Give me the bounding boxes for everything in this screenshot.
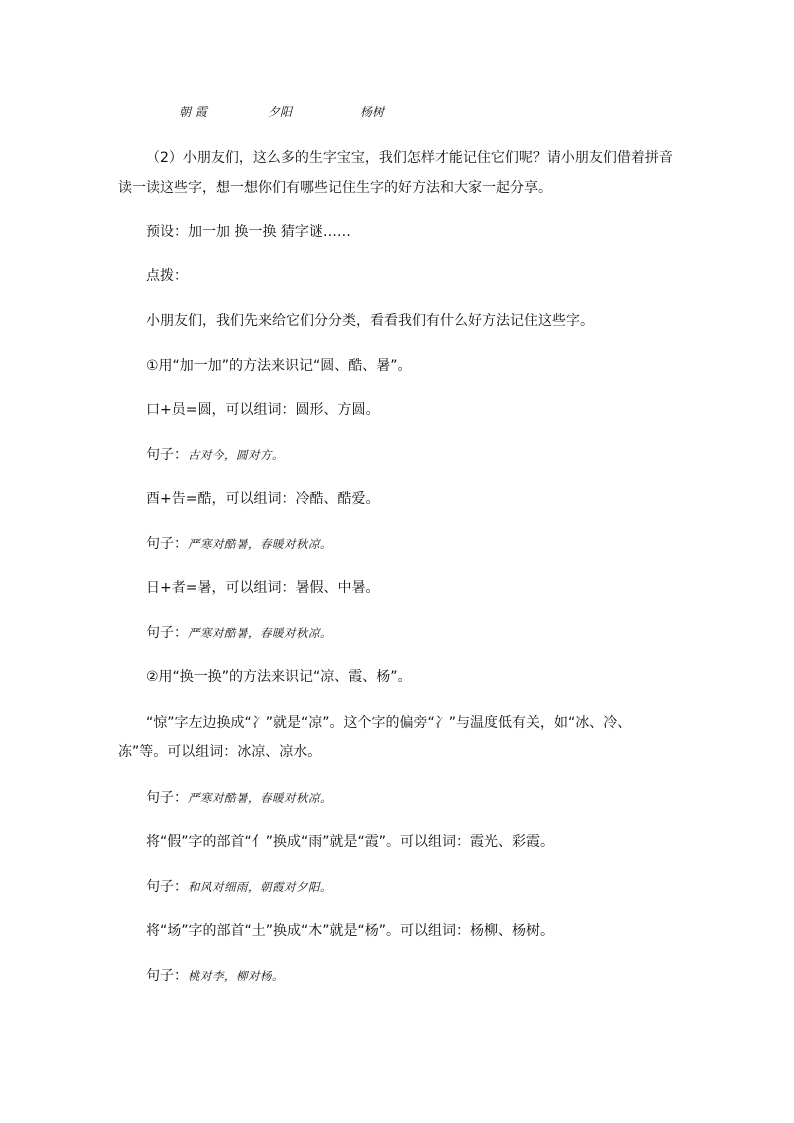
- word-xiyang: 夕阳: [268, 105, 293, 119]
- liang-line-2: 冻”等。可以组词：冰凉、凉水。: [118, 744, 322, 760]
- sentence-yang: [146, 966, 284, 986]
- sentence-xia: [146, 877, 332, 897]
- sentence-label: 句子：: [146, 536, 188, 552]
- sentence-yuan: [146, 445, 284, 465]
- sentence-text: 桃对李，柳对杨。: [188, 969, 284, 983]
- xia-line: 将“假”字的部首“亻”换成“雨”就是“霞”。可以组词：霞光、彩霞。: [146, 834, 555, 850]
- sentence-text: 严寒对酷暑，春暖对秋凉。: [188, 791, 332, 805]
- ku-formula: 酉+告=酷，可以组词：冷酷、酷爱。: [146, 491, 380, 507]
- sentence-shu: [146, 623, 332, 643]
- word-zhaoxia: 朝 霞: [179, 105, 207, 119]
- sentence-text: 严寒对酷暑，春暖对秋凉。: [188, 537, 332, 551]
- sentence-label: 句子：: [146, 968, 188, 984]
- hint-label: 点拨：: [146, 268, 188, 284]
- shu-formula: 日+者=暑，可以组词：暑假、中暑。: [146, 580, 380, 596]
- sentence-liang: [146, 788, 332, 808]
- sentence-ku: [146, 534, 332, 554]
- classify-line: 小朋友们，我们先来给它们分分类，看看我们有什么好方法记住这些字。: [146, 313, 594, 329]
- method-2-heading: ②用“换一换”的方法来识记“凉、霞、杨”。: [146, 669, 412, 685]
- sentence-label: 句子：: [146, 790, 188, 806]
- sentence-label: 句子：: [146, 447, 188, 463]
- yuan-formula: 口+员=圆，可以组词：圆形、方圆。: [146, 402, 380, 418]
- intro-line-1: （2）小朋友们，这么多的生字宝宝，我们怎样才能记住它们呢？请小朋友们借着拼音: [146, 150, 673, 166]
- liang-line-1: “惊”字左边换成“冫”就是“凉”。这个字的偏旁“冫”与温度低有关，如“冰、冷、: [146, 715, 632, 731]
- intro-line-2: 读一读这些字，想一想你们有哪些记住生字的好方法和大家一起分享。: [118, 180, 552, 196]
- word-yangshu: 杨树: [360, 105, 385, 119]
- sentence-text: 和风对细雨，朝霞对夕阳。: [188, 880, 332, 894]
- yang-line: 将“场”字的部首“土”换成“木”就是“杨”。可以组词：杨柳、杨树。: [146, 923, 555, 939]
- method-1-heading: ①用“加一加”的方法来识记“圆、酷、暑”。: [146, 358, 412, 374]
- sentence-label: 句子：: [146, 879, 188, 895]
- sentence-text: 古对今，圆对方。: [188, 448, 284, 462]
- sentence-label: 句子：: [146, 625, 188, 641]
- sentence-text: 严寒对酷暑，春暖对秋凉。: [188, 626, 332, 640]
- preset-line: 预设：加一加 换一换 猜字谜……: [146, 224, 351, 240]
